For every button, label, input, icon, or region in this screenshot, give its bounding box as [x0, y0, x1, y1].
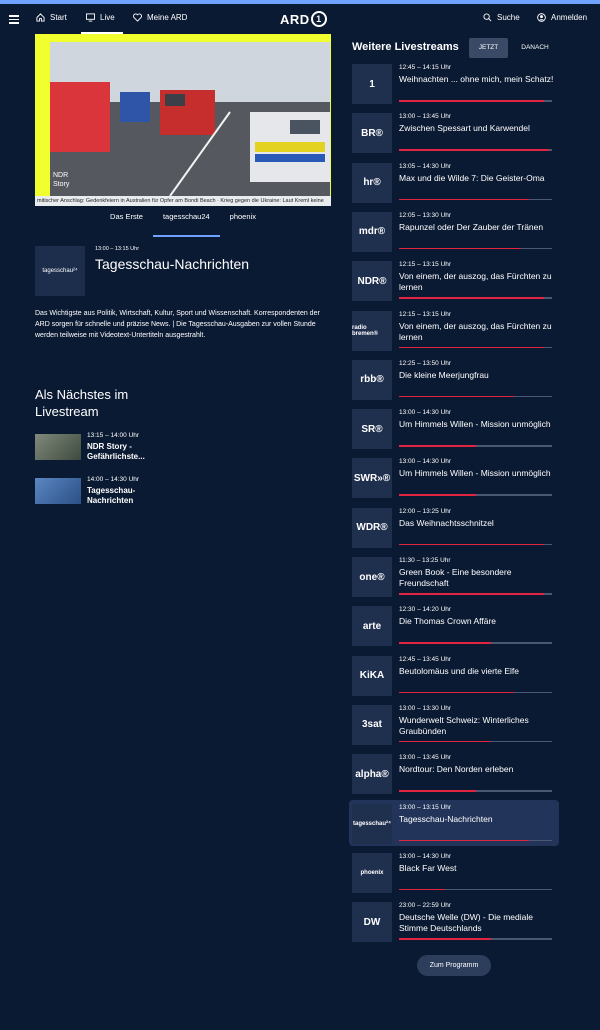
next-item-title: Tagesschau-Nachrichten — [87, 486, 136, 505]
livestream-title: Nordtour: Den Norden erleben — [399, 764, 514, 775]
livestream-title: Zwischen Spessart und Karwendel — [399, 123, 530, 134]
livestream-item[interactable] — [349, 750, 559, 796]
home-icon — [36, 13, 45, 22]
program-description: Das Wichtigste aus Politik, Wirtschaft, Kultur, Sport und Wissenschaft. Korrespondenten der ARD sorgen für schnelle und präzise News. | Die Tagesschau-Ausgaben zur vollen Stunde werden teilweise mit Videotext-Untertiteln ausgestrahlt. — [35, 310, 320, 339]
progress-bar — [399, 100, 552, 102]
nav-live-label: Live — [100, 13, 115, 22]
livestream-title: Von einem, der auszog, das Fürchten zu lernen — [399, 271, 552, 293]
tab-das-erste[interactable]: Das Erste — [110, 212, 143, 221]
livestream-time: 13:00 – 13:45 Uhr — [399, 754, 452, 762]
channel-logo — [352, 113, 392, 153]
ard-logo-text: ARD — [280, 11, 310, 27]
livestream-title: Black Far West — [399, 862, 457, 873]
nav-suche-label: Suche — [497, 13, 520, 22]
ndr-story-watermark — [53, 171, 69, 189]
channel-logo — [352, 261, 392, 301]
next-item-thumbnail — [35, 434, 81, 460]
tab-phoenix[interactable]: phoenix — [229, 212, 256, 221]
channel-logo — [352, 163, 392, 203]
progress-bar — [399, 445, 552, 447]
channel-logo — [352, 557, 392, 597]
channel-logo-text: SWR»® — [353, 472, 391, 484]
livestream-item[interactable] — [349, 701, 559, 747]
channel-tabs — [35, 208, 331, 230]
channel-logo-text: tagesschau²⁴ — [353, 820, 391, 827]
next-item[interactable] — [35, 476, 235, 506]
livestream-item[interactable] — [349, 800, 559, 846]
livestream-title: Die Thomas Crown Affäre — [399, 616, 497, 627]
livestream-title: Um Himmels Willen - Mission unmöglich — [399, 419, 551, 430]
nav-live[interactable] — [86, 13, 115, 22]
progress-bar — [399, 642, 552, 644]
livestream-item[interactable] — [349, 405, 559, 451]
channel-logo-text: mdr® — [358, 226, 386, 238]
livestream-title: Das Weihnachtsschnitzel — [399, 517, 494, 528]
menu-icon[interactable] — [9, 15, 19, 23]
search-icon — [483, 13, 492, 22]
progress-bar — [399, 889, 552, 891]
nav-start-label: Start — [50, 13, 67, 22]
progress-fill — [399, 840, 529, 842]
livestream-title: Weihnachten ... ohne mich, mein Schatz! — [399, 74, 554, 84]
zum-programm-button[interactable]: Zum Programm — [417, 955, 491, 976]
livestream-time: 12:30 – 14:20 Uhr — [399, 606, 452, 614]
progress-bar — [399, 149, 552, 151]
channel-logo — [352, 64, 392, 104]
progress-bar — [399, 692, 552, 694]
livestream-time: 12:45 – 13:45 Uhr — [399, 655, 452, 663]
livestream-item[interactable] — [349, 159, 559, 205]
progress-bar — [399, 790, 552, 792]
channel-logo-text: BR® — [361, 127, 383, 139]
nav-meine-ard[interactable] — [133, 13, 187, 22]
channel-logo — [352, 902, 392, 942]
progress-bar — [399, 396, 552, 398]
jetzt-button[interactable]: JETZT — [469, 38, 508, 58]
progress-fill — [399, 544, 544, 546]
nav-anmelden-label: Anmelden — [551, 13, 588, 22]
livestream-item[interactable] — [349, 652, 559, 698]
livestream-title: Max und die Wilde 7: Die Geister-Oma — [399, 172, 545, 183]
program-channel-logo — [35, 246, 85, 296]
livestream-item[interactable] — [349, 898, 559, 944]
channel-logo — [352, 458, 392, 498]
livestream-time: 12:25 – 13:50 Uhr — [399, 359, 452, 367]
channel-logo-text: 3sat — [361, 719, 382, 731]
nav-suche[interactable] — [483, 13, 520, 22]
channel-logo — [352, 409, 392, 449]
next-item-title: NDR Story - Gefährlichste... — [87, 442, 145, 461]
livestream-item[interactable] — [349, 356, 559, 402]
livestream-time: 23:00 – 22:59 Uhr — [399, 902, 452, 910]
livestream-item[interactable] — [349, 849, 559, 895]
livestream-title: Von einem, der auszog, das Fürchten zu lernen — [399, 320, 552, 342]
video-frame — [50, 42, 330, 196]
livestream-time: 13:00 – 14:30 Uhr — [399, 458, 452, 466]
tv-icon — [86, 13, 95, 22]
progress-bar — [399, 347, 552, 349]
channel-logo — [352, 853, 392, 893]
progress-fill — [399, 396, 514, 398]
program-title: Tagesschau-Nachrichten — [95, 256, 250, 272]
progress-fill — [399, 741, 491, 743]
livestream-item[interactable] — [349, 208, 559, 254]
channel-logo — [352, 754, 392, 794]
channel-logo — [352, 656, 392, 696]
progress-fill — [399, 445, 476, 447]
progress-bar — [399, 840, 552, 842]
next-item-time: 13:15 – 14:00 Uhr — [87, 432, 140, 439]
channel-logo-text: KiKA — [359, 670, 385, 682]
livestream-time: 13:00 – 13:45 Uhr — [399, 113, 452, 121]
progress-bar — [399, 248, 552, 250]
livestream-title: Deutsche Welle (DW) - Die mediale Stimme Deutschlands — [399, 912, 533, 934]
progress-bar — [399, 938, 552, 940]
progress-fill — [399, 938, 491, 940]
progress-fill — [399, 692, 514, 694]
livestream-item[interactable] — [349, 454, 559, 500]
user-icon — [537, 13, 546, 22]
channel-logo-text: NDR® — [357, 275, 387, 287]
tab-tagesschau24[interactable]: tagesschau24 — [153, 208, 220, 230]
video-scene — [50, 42, 330, 196]
progress-fill — [399, 100, 544, 102]
livestream-title: Rapunzel oder Der Zauber der Tränen — [399, 221, 544, 232]
channel-logo-text: DW — [363, 916, 381, 928]
livestream-time: 12:00 – 13:25 Uhr — [399, 507, 452, 515]
progress-fill — [399, 297, 544, 299]
channel-logo-text: 1 — [369, 78, 375, 90]
livestream-time: 13:00 – 14:30 Uhr — [399, 852, 452, 860]
channel-logo — [352, 311, 392, 351]
next-heading: Als Nächstes im Livestream — [35, 387, 129, 419]
livestream-title: Die kleine Meerjungfrau — [399, 369, 489, 380]
channel-logo-text: radio bremen® — [352, 324, 379, 337]
livestream-time: 11:30 – 13:25 Uhr — [399, 557, 451, 564]
ard-logo-one: 1 — [311, 11, 327, 27]
livestream-time: 12:45 – 14:15 Uhr — [399, 64, 452, 71]
livestream-title: Green Book - Eine besondere Freundschaft — [399, 567, 512, 588]
next-item[interactable] — [35, 432, 235, 462]
livestream-title: Beutolomäus und die vierte Elfe — [399, 665, 520, 676]
progress-bar — [399, 593, 552, 595]
livestreams-heading: Weitere Livestreams — [352, 41, 459, 53]
channel-logo-text: hr® — [363, 177, 381, 189]
progress-fill — [399, 149, 549, 151]
livestream-time: 13:00 – 14:30 Uhr — [399, 409, 452, 417]
progress-bar — [399, 544, 552, 546]
livestream-title: Um Himmels Willen - Mission unmöglich — [399, 468, 551, 479]
channel-logo-text: rbb® — [360, 374, 384, 386]
watermark-line2: Story — [53, 181, 70, 188]
top-navigation — [0, 4, 600, 34]
progress-fill — [399, 347, 544, 349]
progress-fill — [399, 790, 476, 792]
progress-bar — [399, 199, 552, 201]
heart-icon — [133, 13, 142, 22]
livestream-item[interactable] — [349, 257, 559, 303]
watermark-line1: NDR — [53, 172, 69, 179]
channel-logo — [352, 606, 392, 646]
progress-fill — [399, 494, 476, 496]
livestream-title: Wunderwelt Schweiz: Winterliches Graubünden — [399, 714, 529, 736]
livestream-item[interactable] — [349, 504, 559, 550]
next-item-thumbnail — [35, 478, 81, 504]
news-ticker: mitischer Anschlag: Gedenkfeiern in Australien für Opfer am Bondi Beach · Krieg gegen die Ukraine: Laut Kreml keine — [35, 196, 331, 206]
progress-fill — [399, 248, 521, 250]
progress-fill — [399, 199, 529, 201]
livestream-time: 13:00 – 13:15 Uhr — [399, 803, 452, 811]
progress-fill — [399, 889, 445, 891]
progress-fill — [399, 642, 491, 644]
livestream-item[interactable] — [349, 307, 559, 353]
progress-fill — [399, 593, 544, 595]
nav-meine-ard-label: Meine ARD — [147, 13, 188, 22]
livestream-time: 12:15 – 13:15 Uhr — [399, 261, 452, 269]
livestream-time: 12:15 – 13:15 Uhr — [399, 310, 452, 318]
channel-logo-text: SR® — [361, 423, 383, 435]
danach-button[interactable]: DANACH — [521, 44, 549, 51]
livestream-item[interactable] — [349, 553, 559, 599]
channel-logo-text: arte — [362, 620, 382, 632]
livestream-item[interactable] — [349, 602, 559, 648]
channel-logo — [352, 360, 392, 400]
nav-anmelden[interactable] — [537, 13, 587, 22]
livestream-time: 12:05 – 13:30 Uhr — [399, 211, 452, 219]
next-item-time: 14:00 – 14:30 Uhr — [87, 476, 140, 483]
livestream-item[interactable] — [349, 109, 559, 155]
channel-logo-text: one® — [359, 571, 385, 583]
livestream-item[interactable] — [349, 60, 559, 106]
livestream-title: Tagesschau-Nachrichten — [399, 813, 493, 824]
channel-logo-text: alpha® — [355, 768, 389, 780]
nav-start[interactable] — [36, 13, 67, 22]
channel-logo — [352, 804, 392, 844]
channel-logo — [352, 508, 392, 548]
channel-logo-text: phoenix — [360, 869, 384, 876]
progress-bar — [399, 741, 552, 743]
channel-logo — [352, 212, 392, 252]
channel-logo — [352, 705, 392, 745]
channel-logo-text: WDR® — [356, 522, 388, 534]
video-player[interactable] — [35, 34, 331, 206]
program-logo-text: tagesschau²⁴ — [42, 268, 78, 274]
ard-logo[interactable] — [280, 11, 327, 27]
livestream-time: 13:00 – 13:30 Uhr — [399, 704, 452, 712]
progress-bar — [399, 494, 552, 496]
program-time: 13:00 – 13:15 Uhr — [95, 246, 140, 252]
livestream-time: 13:05 – 14:30 Uhr — [399, 162, 452, 170]
progress-bar — [399, 297, 552, 299]
